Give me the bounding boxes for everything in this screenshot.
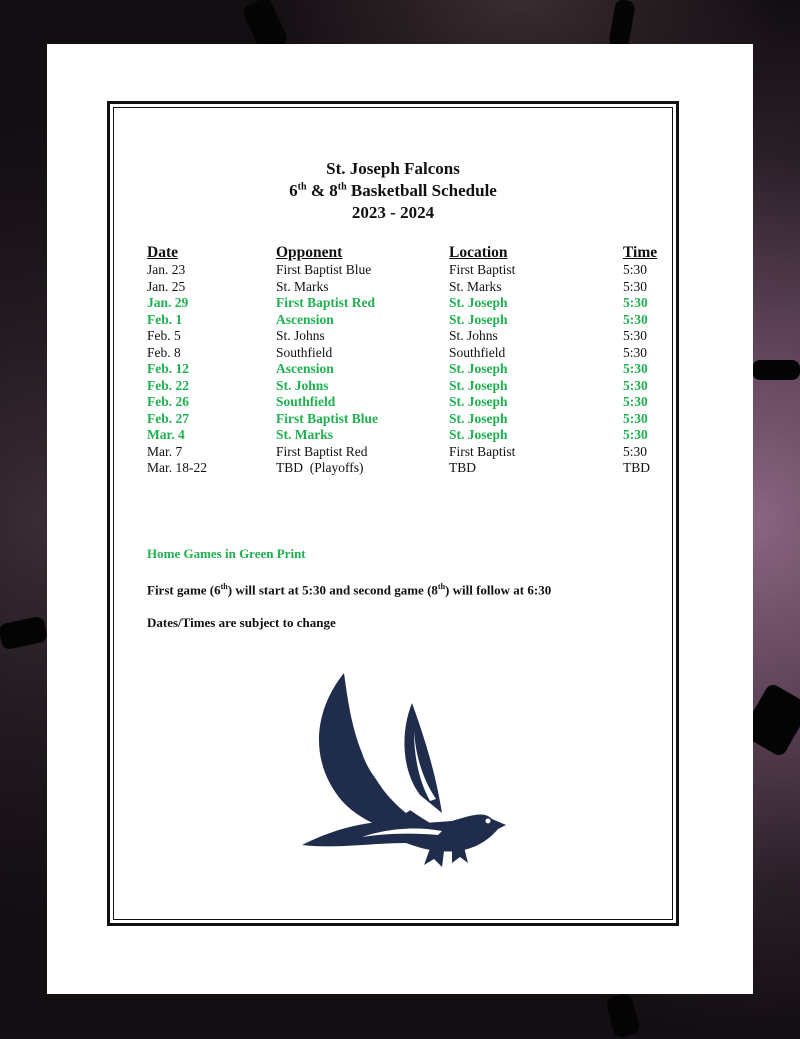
- table-header-row: [147, 243, 667, 262]
- table-row: [147, 262, 667, 279]
- cell-location: First Baptist: [449, 443, 516, 459]
- cell-date: Feb. 22: [147, 377, 189, 393]
- cell-opponent: First Baptist Blue: [276, 410, 379, 426]
- cell-time: 5:30: [623, 377, 648, 393]
- table-row: [147, 427, 667, 444]
- cell-opponent: First Baptist Blue: [276, 262, 372, 278]
- cell-date: Feb. 12: [147, 361, 189, 377]
- cell-opponent: First Baptist Red: [276, 295, 375, 311]
- disclaimer-note: Dates/Times are subject to change: [147, 615, 336, 630]
- table-row: [147, 394, 667, 411]
- cell-location: St. Joseph: [449, 410, 508, 426]
- cell-time: 5:30: [623, 410, 648, 426]
- falcon-mascot-icon: [302, 673, 512, 873]
- schedule-heading: 6th & 8th Basketball Schedule: [289, 181, 497, 200]
- cell-time: TBD: [623, 460, 650, 476]
- table-row: [147, 345, 667, 362]
- cell-opponent: Southfield: [276, 344, 333, 360]
- cell-opponent: Ascension: [276, 311, 334, 327]
- cell-location: St. Joseph: [449, 311, 508, 327]
- cell-date: Mar. 18-22: [147, 460, 207, 476]
- season: 2023 - 2024: [351, 203, 435, 222]
- cell-location: Southfield: [449, 344, 506, 360]
- cell-opponent: Southfield: [276, 394, 336, 410]
- cell-date: Feb. 5: [147, 328, 181, 344]
- cell-date: Jan. 23: [147, 262, 186, 278]
- cell-location: St. Joseph: [449, 295, 508, 311]
- game-time-note: First game (6th) will start at 5:30 and second game (8th) will follow at 6:30: [147, 582, 552, 598]
- cell-location: St. Joseph: [449, 394, 508, 410]
- column-header-time: Time: [623, 244, 658, 261]
- cell-opponent: St. Marks: [276, 427, 333, 443]
- cell-date: Feb. 1: [147, 311, 183, 327]
- cell-time: 5:30: [623, 311, 648, 327]
- table-row: [147, 411, 667, 428]
- cell-location: St. Joseph: [449, 361, 508, 377]
- cell-time: 5:30: [623, 361, 648, 377]
- cell-date: Mar. 7: [147, 443, 183, 459]
- schedule-page: [47, 44, 753, 994]
- cell-opponent: Ascension: [276, 361, 334, 377]
- table-row: [147, 444, 667, 461]
- cell-time: 5:30: [623, 278, 648, 294]
- cell-location: TBD: [449, 460, 476, 476]
- cell-time: 5:30: [623, 295, 648, 311]
- cell-opponent: St. Johns: [276, 377, 329, 393]
- cell-date: Jan. 25: [147, 278, 186, 294]
- cell-location: St. Joseph: [449, 427, 508, 443]
- table-row: [147, 378, 667, 395]
- table-row: [147, 279, 667, 296]
- table-row: [147, 312, 667, 329]
- cell-opponent: First Baptist Red: [276, 443, 368, 459]
- cell-date: Feb. 8: [147, 344, 181, 360]
- table-row: [147, 361, 667, 378]
- school-name: St. Joseph Falcons: [326, 159, 460, 178]
- table-row: [147, 328, 667, 345]
- cell-date: Feb. 27: [147, 410, 189, 426]
- cell-location: First Baptist: [449, 262, 516, 278]
- cell-time: 5:30: [623, 344, 648, 360]
- home-games-note: Home Games in Green Print: [147, 546, 306, 561]
- table-row: [147, 295, 667, 312]
- column-header-location: Location: [449, 244, 508, 261]
- cell-location: St. Marks: [449, 278, 502, 294]
- column-header-opponent: Opponent: [276, 244, 343, 261]
- ball-seam: [752, 360, 800, 380]
- cell-time: 5:30: [623, 427, 648, 443]
- cell-opponent: TBD (Playoffs): [276, 460, 364, 476]
- cell-time: 5:30: [623, 328, 648, 344]
- cell-opponent: St. Marks: [276, 278, 329, 294]
- page-border: [107, 101, 679, 926]
- column-header-date: Date: [147, 244, 178, 261]
- cell-time: 5:30: [623, 394, 648, 410]
- table-row: [147, 460, 667, 477]
- cell-date: Feb. 26: [147, 394, 189, 410]
- cell-date: Mar. 4: [147, 427, 185, 443]
- cell-date: Jan. 29: [147, 295, 189, 311]
- cell-location: St. Johns: [449, 328, 498, 344]
- cell-opponent: St. Johns: [276, 328, 325, 344]
- schedule-table: [147, 243, 667, 477]
- schedule-title: [114, 158, 672, 224]
- cell-location: St. Joseph: [449, 377, 508, 393]
- cell-time: 5:30: [623, 443, 648, 459]
- cell-time: 5:30: [623, 262, 648, 278]
